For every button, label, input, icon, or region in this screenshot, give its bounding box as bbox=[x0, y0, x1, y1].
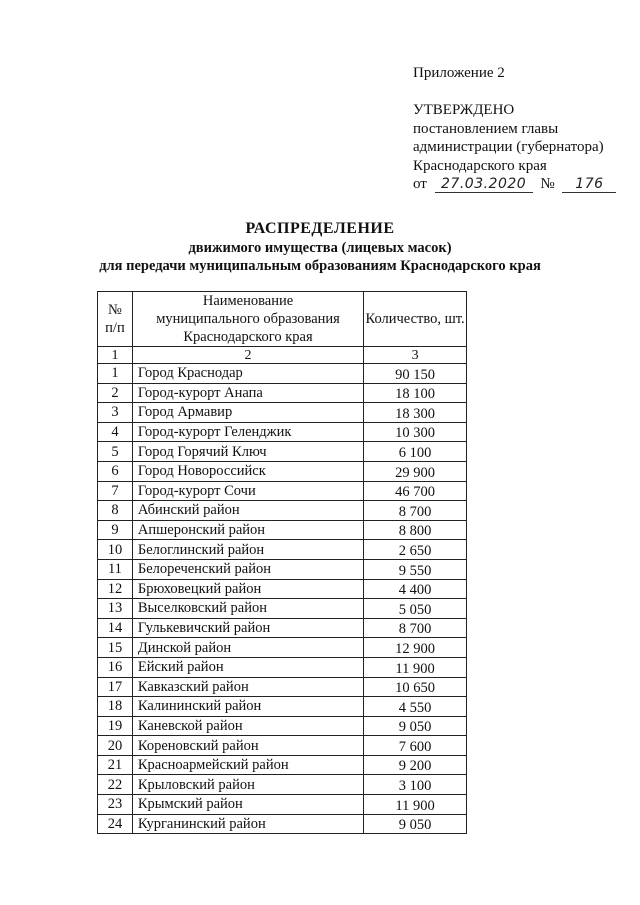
header-qty: Количество, шт. bbox=[364, 292, 467, 347]
approval-date: 27.03.2020 bbox=[435, 176, 533, 193]
row-name: Ейский район bbox=[132, 657, 363, 677]
row-name: Абинский район bbox=[132, 501, 363, 521]
row-quantity: 7 600 bbox=[364, 736, 467, 756]
row-quantity: 9 550 bbox=[364, 559, 467, 579]
table-row bbox=[98, 814, 467, 834]
table-row bbox=[98, 677, 467, 697]
table-header-row bbox=[98, 292, 467, 347]
row-quantity: 90 150 bbox=[364, 364, 467, 384]
header-num: № п/п bbox=[98, 292, 133, 347]
column-number-row bbox=[98, 347, 467, 364]
row-quantity: 6 100 bbox=[364, 442, 467, 462]
row-name: Город-курорт Геленджик bbox=[132, 422, 363, 442]
row-quantity: 8 700 bbox=[364, 618, 467, 638]
row-quantity: 2 650 bbox=[364, 540, 467, 560]
row-name: Каневской район bbox=[132, 716, 363, 736]
row-name: Город Горячий Ключ bbox=[132, 442, 363, 462]
table-row bbox=[98, 697, 467, 717]
table-row bbox=[98, 657, 467, 677]
row-name: Город Новороссийск bbox=[132, 461, 363, 481]
row-number: 16 bbox=[98, 657, 133, 677]
number-label: № bbox=[540, 176, 555, 192]
row-number: 5 bbox=[98, 442, 133, 462]
row-quantity: 10 650 bbox=[364, 677, 467, 697]
title-line-2: движимого имущества (лицевых масок) bbox=[188, 240, 452, 256]
row-name: Белоглинский район bbox=[132, 540, 363, 560]
row-name: Динской район bbox=[132, 638, 363, 658]
table-row bbox=[98, 775, 467, 795]
row-number: 24 bbox=[98, 814, 133, 834]
row-name: Кавказский район bbox=[132, 677, 363, 697]
table-row bbox=[98, 383, 467, 403]
document-title bbox=[0, 219, 640, 275]
row-quantity: 10 300 bbox=[364, 422, 467, 442]
row-number: 13 bbox=[98, 599, 133, 619]
row-number: 12 bbox=[98, 579, 133, 599]
row-name: Крымский район bbox=[132, 795, 363, 815]
approval-block bbox=[413, 101, 635, 194]
row-number: 20 bbox=[98, 736, 133, 756]
approval-line: администрации (губернатора) bbox=[413, 139, 604, 155]
row-quantity: 4 400 bbox=[364, 579, 467, 599]
row-number: 9 bbox=[98, 520, 133, 540]
column-number: 1 bbox=[98, 347, 133, 364]
table-row bbox=[98, 461, 467, 481]
table-row bbox=[98, 599, 467, 619]
row-number: 15 bbox=[98, 638, 133, 658]
header-name: Наименование муниципального образования Краснодарского края bbox=[132, 292, 363, 347]
table-row bbox=[98, 403, 467, 423]
row-name: Кореновский район bbox=[132, 736, 363, 756]
table-row bbox=[98, 520, 467, 540]
table-row bbox=[98, 736, 467, 756]
table-row bbox=[98, 422, 467, 442]
row-name: Город-курорт Анапа bbox=[132, 383, 363, 403]
row-quantity: 29 900 bbox=[364, 461, 467, 481]
approval-number: 176 bbox=[562, 176, 616, 193]
row-quantity: 5 050 bbox=[364, 599, 467, 619]
table-row bbox=[98, 795, 467, 815]
row-name: Калининский район bbox=[132, 697, 363, 717]
row-quantity: 12 900 bbox=[364, 638, 467, 658]
row-number: 3 bbox=[98, 403, 133, 423]
row-number: 10 bbox=[98, 540, 133, 560]
row-quantity: 9 050 bbox=[364, 716, 467, 736]
row-name: Крыловский район bbox=[132, 775, 363, 795]
appendix-label: Приложение 2 bbox=[413, 65, 505, 81]
row-quantity: 9 050 bbox=[364, 814, 467, 834]
row-quantity: 11 900 bbox=[364, 657, 467, 677]
row-name: Апшеронский район bbox=[132, 520, 363, 540]
row-number: 23 bbox=[98, 795, 133, 815]
row-quantity: 8 700 bbox=[364, 501, 467, 521]
approval-line: Краснодарского края bbox=[413, 157, 547, 174]
table-row bbox=[98, 481, 467, 501]
row-number: 22 bbox=[98, 775, 133, 795]
table-row bbox=[98, 638, 467, 658]
table-row bbox=[98, 540, 467, 560]
row-number: 1 bbox=[98, 364, 133, 384]
row-number: 21 bbox=[98, 755, 133, 775]
row-number: 17 bbox=[98, 677, 133, 697]
row-quantity: 11 900 bbox=[364, 795, 467, 815]
from-label: от bbox=[413, 176, 427, 192]
approval-heading: УТВЕРЖДЕНО bbox=[413, 102, 515, 118]
row-number: 6 bbox=[98, 461, 133, 481]
table-row bbox=[98, 442, 467, 462]
title-line-3: для передачи муниципальным образованиям Краснодарского края bbox=[99, 258, 541, 274]
row-name: Красноармейский район bbox=[132, 755, 363, 775]
row-number: 19 bbox=[98, 716, 133, 736]
row-number: 18 bbox=[98, 697, 133, 717]
row-number: 7 bbox=[98, 481, 133, 501]
row-quantity: 8 800 bbox=[364, 520, 467, 540]
row-number: 2 bbox=[98, 383, 133, 403]
table-row bbox=[98, 501, 467, 521]
table-row bbox=[98, 755, 467, 775]
column-number: 3 bbox=[364, 347, 467, 364]
column-number: 2 bbox=[132, 347, 363, 364]
row-name: Город-курорт Сочи bbox=[132, 481, 363, 501]
row-name: Город Армавир bbox=[132, 403, 363, 423]
table-row bbox=[98, 716, 467, 736]
row-quantity: 3 100 bbox=[364, 775, 467, 795]
row-name: Курганинский район bbox=[132, 814, 363, 834]
approval-line: постановлением главы bbox=[413, 120, 559, 137]
row-name: Гулькевичский район bbox=[132, 618, 363, 638]
row-quantity: 18 300 bbox=[364, 403, 467, 423]
row-quantity: 9 200 bbox=[364, 755, 467, 775]
row-quantity: 46 700 bbox=[364, 481, 467, 501]
row-name: Брюховецкий район bbox=[132, 579, 363, 599]
row-number: 11 bbox=[98, 559, 133, 579]
title-line-1: РАСПРЕДЕЛЕНИЕ bbox=[245, 220, 395, 237]
row-name: Белореченский район bbox=[132, 559, 363, 579]
row-quantity: 4 550 bbox=[364, 697, 467, 717]
table-row bbox=[98, 364, 467, 384]
table-row bbox=[98, 559, 467, 579]
row-name: Город Краснодар bbox=[132, 364, 363, 384]
distribution-table bbox=[97, 291, 467, 834]
row-number: 4 bbox=[98, 422, 133, 442]
row-number: 8 bbox=[98, 501, 133, 521]
row-number: 14 bbox=[98, 618, 133, 638]
approval-date-line bbox=[413, 175, 635, 194]
row-name: Выселковский район bbox=[132, 599, 363, 619]
table-row bbox=[98, 618, 467, 638]
row-quantity: 18 100 bbox=[364, 383, 467, 403]
table-row bbox=[98, 579, 467, 599]
